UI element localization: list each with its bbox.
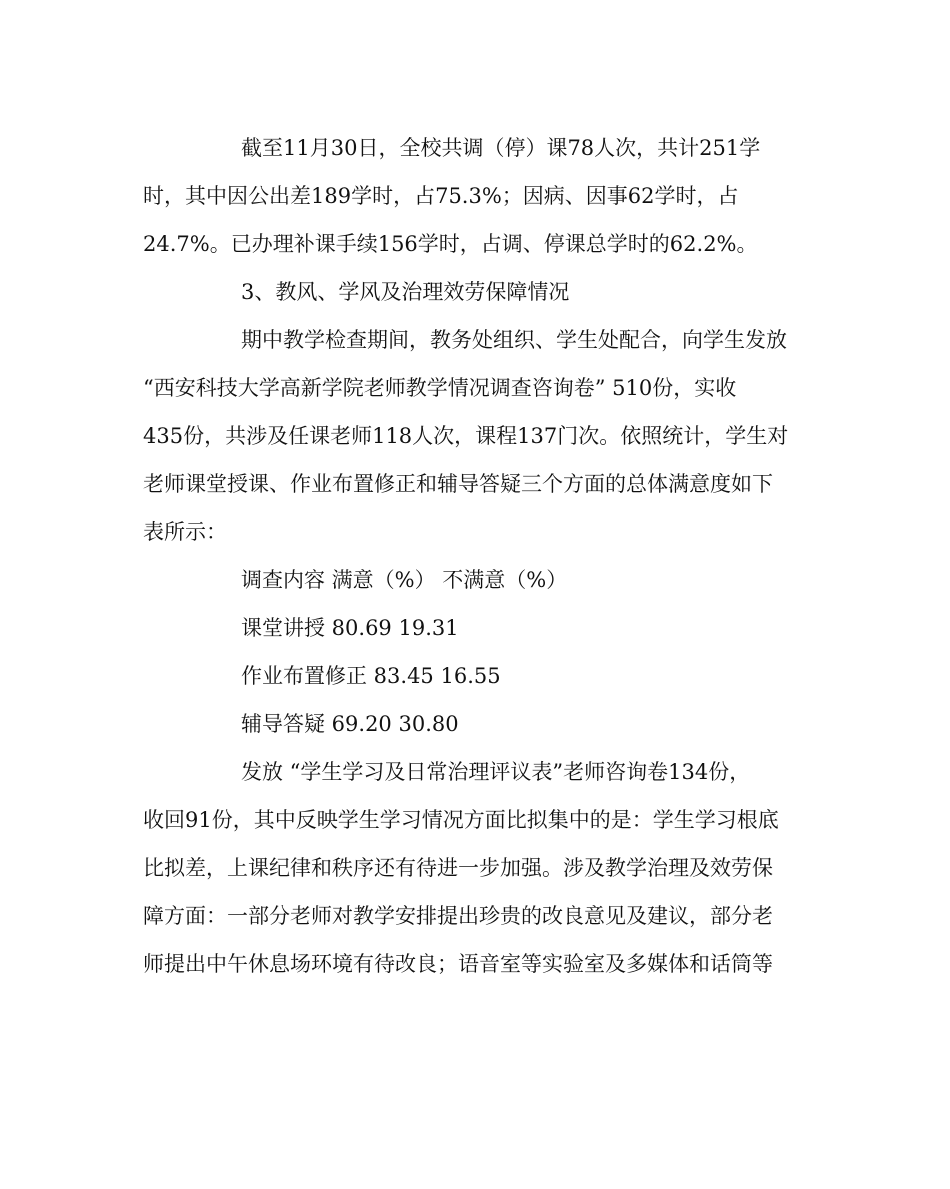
survey-table-row: 课堂讲授 80.69 19.31 <box>241 616 459 640</box>
text-line: 24.7%。已办理补课手续156学时，占调、停课总学时的62.2%。 <box>143 232 758 256</box>
text-line: 师提出中午休息场环境有待改良；语音室等实验室及多媒体和话筒等 <box>143 952 773 976</box>
text-line: 时，其中因公出差189学时，占75.3%；因病、因事62学时，占 <box>143 184 739 208</box>
survey-table-row: 辅导答疑 69.20 30.80 <box>241 712 459 736</box>
survey-table-header: 调查内容 满意（%） 不满意（%） <box>241 568 568 592</box>
text-line: 收回91份，其中反映学生学习情况方面比拟集中的是：学生学习根底 <box>143 808 779 832</box>
text-line: 期中教学检查期间，教务处组织、学生处配合，向学生发放 <box>241 328 787 352</box>
text-line: “西安科技大学高新学院老师教学情况调查咨询卷” 510份，实收 <box>143 376 737 400</box>
text-line: 发放 “学生学习及日常治理评议表”老师咨询卷134份， <box>241 760 751 784</box>
text-line: 435份，共涉及任课老师118人次，课程137门次。依照统计，学生对 <box>143 424 789 448</box>
text-line: 障方面：一部分老师对教学安排提出珍贵的改良意见及建议，部分老 <box>143 904 773 928</box>
survey-table-row: 作业布置修正 83.45 16.55 <box>241 664 501 688</box>
text-line: 老师课堂授课、作业布置修正和辅导答疑三个方面的总体满意度如下 <box>143 472 773 496</box>
text-line: 表所示： <box>143 520 227 544</box>
section-heading: 3、教风、学风及治理效劳保障情况 <box>241 280 570 304</box>
text-line: 截至11月30日，全校共调（停）课78人次，共计251学 <box>241 136 761 160</box>
text-line: 比拟差，上课纪律和秩序还有待进一步加强。涉及教学治理及效劳保 <box>143 856 773 880</box>
